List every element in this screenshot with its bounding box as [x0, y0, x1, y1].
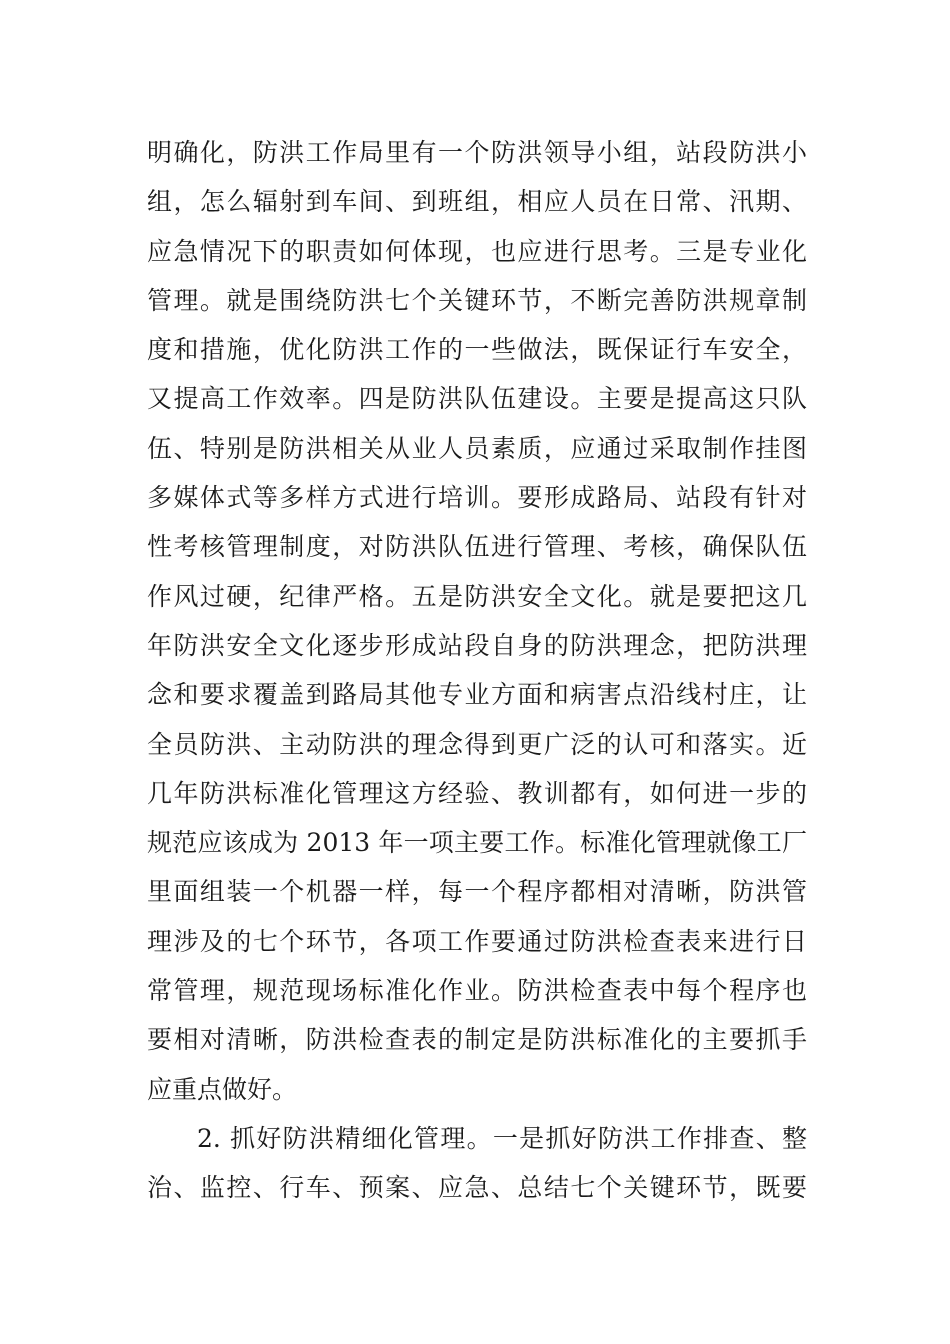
- paragraph: [147, 128, 807, 1114]
- text-line: 管理。就是围绕防洪七个关键环节，不断完善防洪规章制: [147, 285, 807, 315]
- text-line: 度和措施，优化防洪工作的一些做法，既保证行车安全，: [147, 335, 807, 365]
- text-line: 规范应该成为 2013 年一项主要工作。标准化管理就像工厂: [147, 828, 807, 858]
- text-line: 常管理，规范现场标准化作业。防洪检查表中每个程序也: [147, 976, 807, 1006]
- text-line: 多媒体式等多样方式进行培训。要形成路局、站段有针对: [147, 483, 807, 513]
- text-line: 全员防洪、主动防洪的理念得到更广泛的认可和落实。近: [147, 729, 807, 759]
- text-line: 明确化，防洪工作局里有一个防洪领导小组，站段防洪小: [147, 138, 807, 167]
- text-line: 又提高工作效率。四是防洪队伍建设。主要是提高这只队: [147, 384, 807, 414]
- text-line: 作风过硬，纪律严格。五是防洪安全文化。就是要把这几: [147, 581, 807, 611]
- text-line: 治、监控、行车、预案、应急、总结七个关键环节，既要: [147, 1173, 807, 1203]
- text-line: 理涉及的七个环节，各项工作要通过防洪检查表来进行日: [147, 926, 807, 956]
- text-line: 里面组装一个机器一样，每一个程序都相对清晰，防洪管: [147, 877, 807, 907]
- text-line: 应重点做好。: [147, 1074, 298, 1104]
- text-line: 2. 抓好防洪精细化管理。一是抓好防洪工作排查、整: [197, 1123, 807, 1153]
- text-line: 几年防洪标准化管理这方经验、教训都有，如何进一步的: [147, 778, 807, 808]
- text-line: 应急情况下的职责如何体现，也应进行思考。三是专业化: [147, 236, 807, 266]
- text-line: 要相对清晰，防洪检查表的制定是防洪标准化的主要抓手: [147, 1025, 807, 1055]
- body-text: [147, 128, 807, 1213]
- text-line: 性考核管理制度，对防洪队伍进行管理、考核，确保队伍: [147, 532, 807, 562]
- paragraph: [147, 1114, 807, 1213]
- text-line: 念和要求覆盖到路局其他专业方面和病害点沿线村庄，让: [147, 680, 807, 710]
- text-line: 伍、特别是防洪相关从业人员素质，应通过采取制作挂图: [147, 433, 807, 463]
- text-line: 年防洪安全文化逐步形成站段自身的防洪理念，把防洪理: [147, 630, 807, 660]
- text-line: 组，怎么辐射到车间、到班组，相应人员在日常、汛期、: [147, 187, 807, 217]
